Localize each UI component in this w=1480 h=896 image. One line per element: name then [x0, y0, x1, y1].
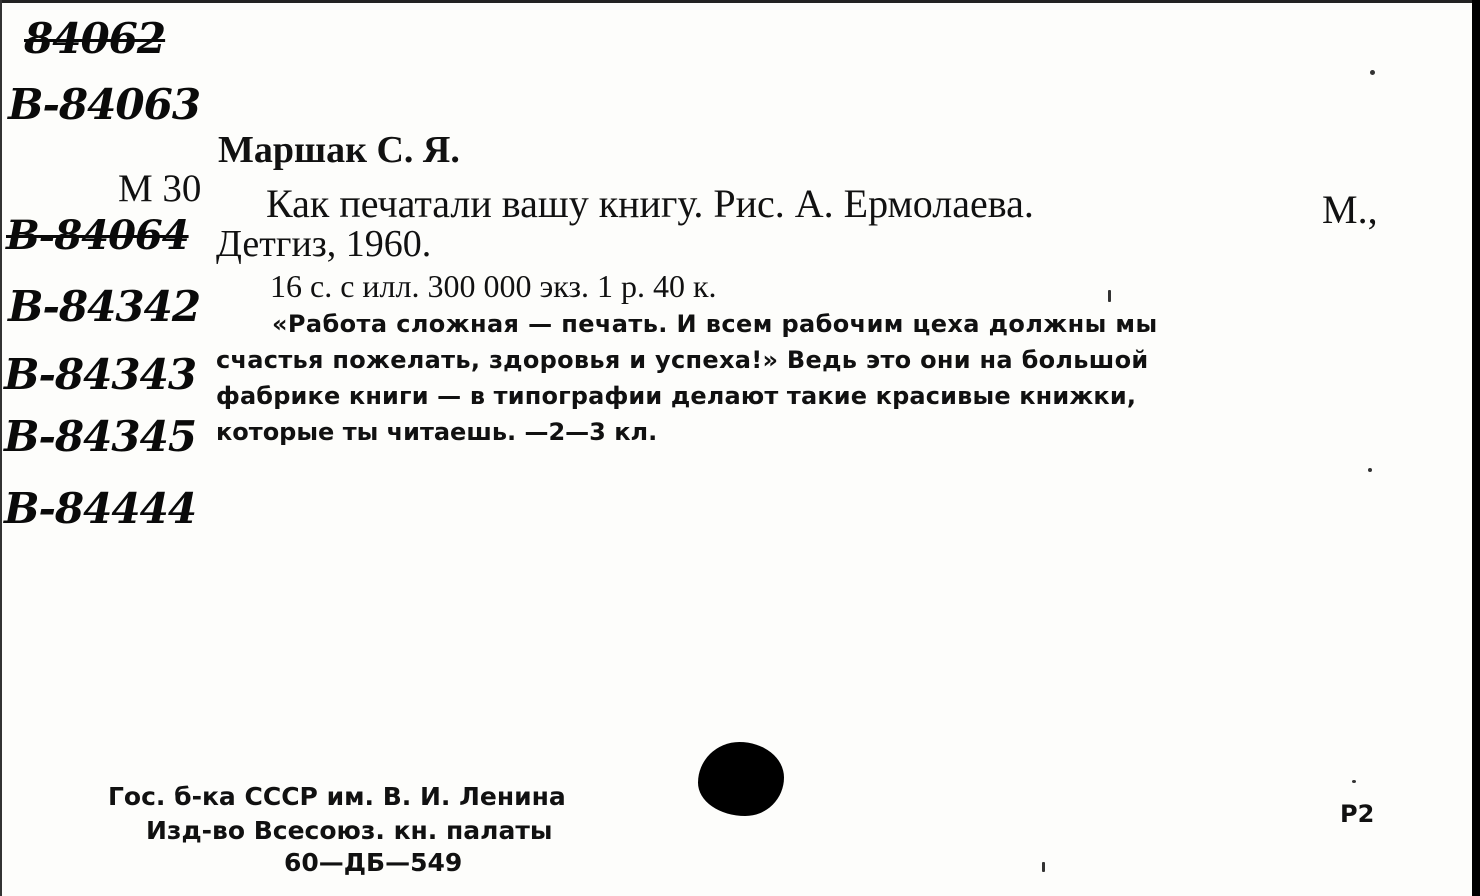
speck: [1108, 290, 1111, 302]
annotation-line-3: фабрике книги — в типографии делают такие красивые книжки,: [216, 382, 1137, 410]
footer-library: Гос. б-ка СССР им. В. И. Ленина: [108, 782, 566, 811]
speck: [1368, 468, 1372, 472]
card-left-edge: [0, 0, 2, 896]
inventory-number-2: В-84063: [8, 80, 201, 129]
call-number: М 30: [118, 167, 202, 210]
speck: [1370, 70, 1375, 75]
speck: [1042, 862, 1045, 872]
annotation-line-4: которые ты читаешь. —2—3 кл.: [216, 418, 658, 446]
physical-description: 16 с. с илл. 300 000 экз. 1 р. 40 к.: [270, 268, 717, 304]
annotation-line-2: счастья пожелать, здоровья и успеха!» Ведь это они на большой: [216, 346, 1149, 374]
title-line-2: Детгиз, 1960.: [216, 223, 432, 265]
title-place: М.,: [1322, 187, 1378, 232]
inventory-number-6: В-84345: [4, 412, 197, 461]
card-right-edge: [1472, 0, 1480, 896]
inventory-number-7: В-84444: [4, 484, 197, 533]
author-heading: Маршак С. Я.: [218, 129, 460, 171]
footer-code: Р2: [1340, 800, 1375, 828]
ink-blot: [698, 742, 784, 816]
inventory-number-1: 84062: [24, 14, 166, 63]
footer-order-number: 60—ДБ—549: [284, 848, 463, 877]
annotation-line-1: «Работа сложная — печать. И всем рабочим цеха должны мы: [272, 310, 1158, 338]
footer-publisher: Изд-во Всесоюз. кн. палаты: [146, 816, 553, 845]
inventory-number-3: В-84064: [6, 212, 189, 259]
title-line-1: Как печатали вашу книгу. Рис. А. Ермолаева.: [266, 181, 1034, 226]
card-top-edge: [0, 0, 1480, 3]
inventory-number-5: В-84343: [4, 350, 197, 399]
inventory-number-4: В-84342: [8, 282, 201, 331]
speck: [1352, 780, 1356, 783]
